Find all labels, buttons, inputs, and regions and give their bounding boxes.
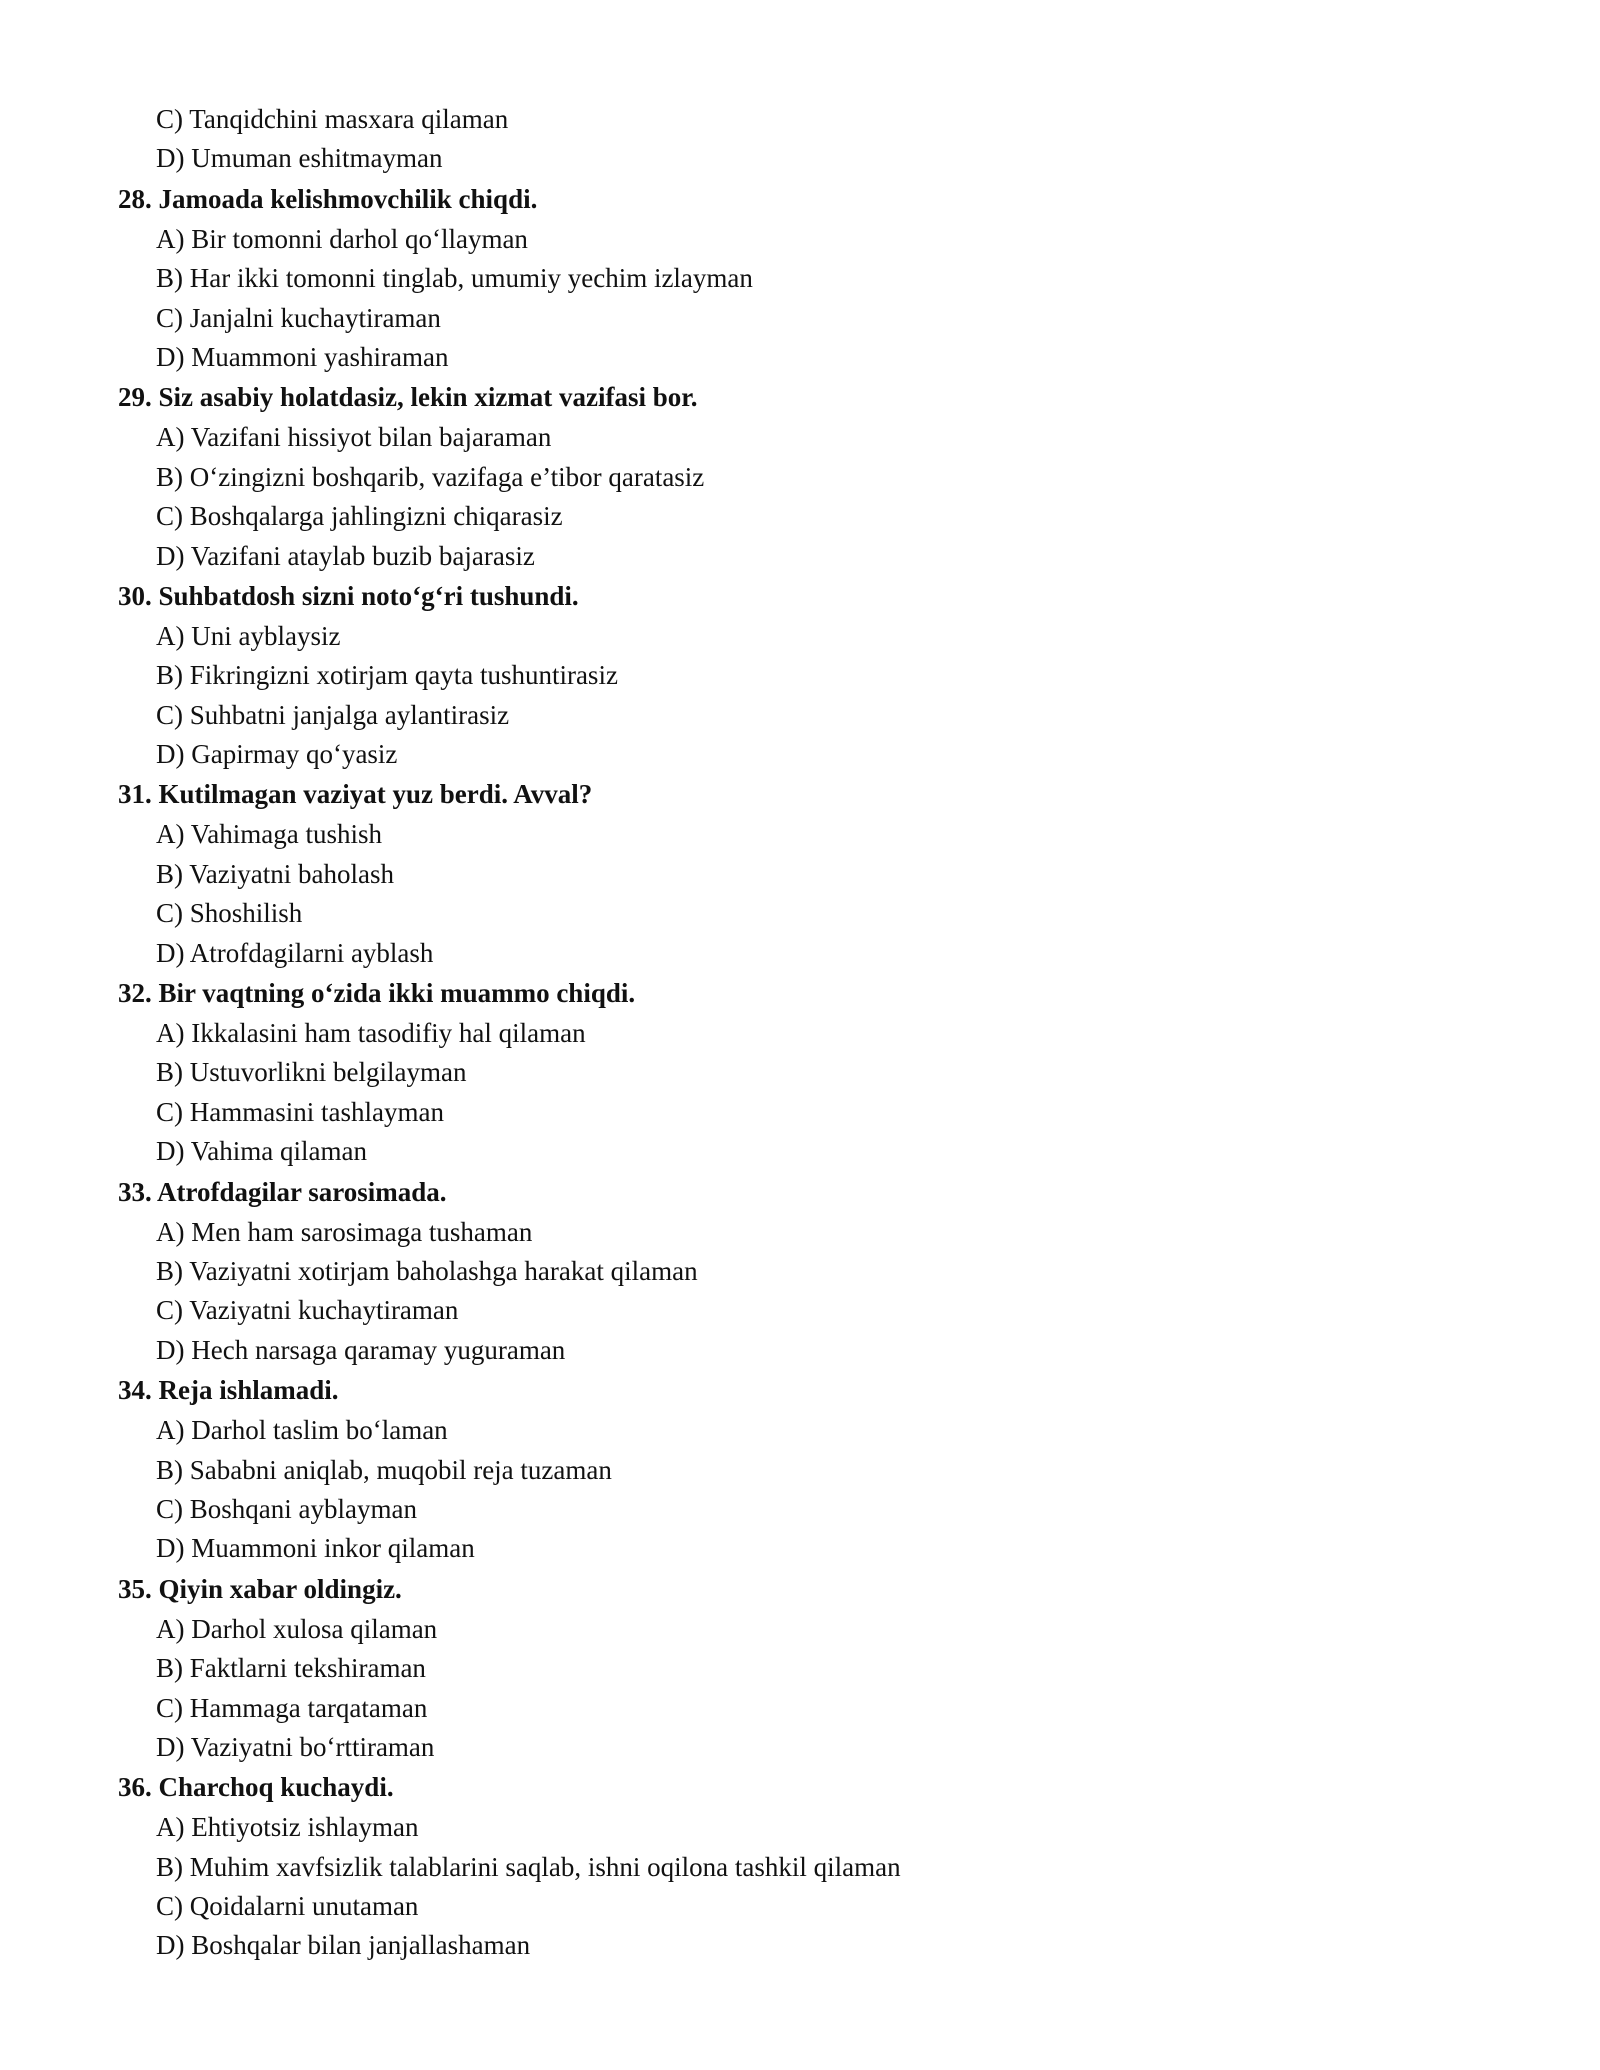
question-title: 33. Atrofdagilar sarosimada.: [118, 1176, 447, 1207]
option-item: C) Hammasini tashlayman: [156, 1096, 444, 1127]
question-block: [118, 179, 1518, 378]
question-title: 30. Suhbatdosh sizni noto‘g‘ri tushundi.: [118, 580, 579, 611]
option-item: A) Ikkalasini ham tasodifiy hal qilaman: [156, 1018, 586, 1049]
option-item: A) Darhol xulosa qilaman: [156, 1613, 438, 1644]
option-item: A) Vahimaga tushish: [156, 819, 382, 850]
question-title: 35. Qiyin xabar oldingiz.: [118, 1573, 402, 1604]
option-item: D) Vahima qilaman: [156, 1136, 367, 1167]
option-item: C) Vaziyatni kuchaytiraman: [156, 1295, 459, 1326]
question-title: 36. Charchoq kuchaydi.: [118, 1772, 394, 1803]
question-list: [118, 100, 1518, 1966]
option-item: D) Atrofdagilarni ayblash: [156, 937, 434, 968]
option-item: D) Muammoni inkor qilaman: [156, 1533, 475, 1564]
question-block: [118, 576, 1518, 775]
option-item: A) Men ham sarosimaga tushaman: [156, 1216, 533, 1247]
question-block: [118, 1767, 1518, 1966]
question-title: 32. Bir vaqtning o‘zida ikki muammo chiqdi.: [118, 978, 636, 1009]
option-item: A) Bir tomonni darhol qo‘llayman: [156, 223, 528, 254]
option-item: B) Ustuvorlikni belgilayman: [156, 1057, 467, 1088]
option-item: C) Boshqalarga jahlingizni chiqarasiz: [156, 501, 563, 532]
option-item: C) Hammaga tarqataman: [156, 1692, 428, 1723]
option-item: C) Boshqani ayblayman: [156, 1493, 417, 1524]
question-block: [118, 1569, 1518, 1768]
question-block: [118, 377, 1518, 576]
option-item: C) Janjalni kuchaytiraman: [156, 302, 441, 333]
option-item: B) Vaziyatni xotirjam baholashga harakat qilaman: [156, 1255, 698, 1286]
option-item: D) Vaziyatni bo‘rttiraman: [156, 1731, 435, 1762]
option-item: B) Har ikki tomonni tinglab, umumiy yechim izlayman: [156, 263, 753, 294]
option-item: B) Vaziyatni baholash: [156, 858, 394, 889]
question-block: [118, 1172, 1518, 1371]
option-item: B) Sababni aniqlab, muqobil reja tuzaman: [156, 1454, 612, 1485]
option-item: A) Ehtiyotsiz ishlayman: [156, 1812, 419, 1843]
option-item: B) Faktlarni tekshiraman: [156, 1653, 426, 1684]
option-item: D) Boshqalar bilan janjallashaman: [156, 1930, 531, 1961]
option-item: A) Vazifani hissiyot bilan bajaraman: [156, 422, 552, 453]
question-title: 31. Kutilmagan vaziyat yuz berdi. Avval?: [118, 779, 593, 810]
option-item: C) Tanqidchini masxara qilaman: [156, 104, 509, 134]
option-item: B) Fikringizni xotirjam qayta tushuntirasiz: [156, 660, 618, 691]
question-block: [118, 774, 1518, 973]
question-block: [118, 973, 1518, 1172]
option-item: D) Umuman eshitmayman: [156, 143, 443, 174]
option-item: C) Shoshilish: [156, 898, 303, 929]
option-item: B) Muhim xavfsizlik talablarini saqlab, ishni oqilona tashkil qilaman: [156, 1851, 901, 1882]
option-item: D) Muammoni yashiraman: [156, 341, 449, 372]
option-item: A) Darhol taslim bo‘laman: [156, 1415, 448, 1446]
option-item: A) Uni ayblaysiz: [156, 620, 341, 651]
question-block: [118, 1370, 1518, 1569]
option-item: B) O‘zingizni boshqarib, vazifaga e’tibor qaratasiz: [156, 461, 705, 492]
option-item: D) Gapirmay qo‘yasiz: [156, 739, 398, 770]
option-item: D) Hech narsaga qaramay yuguraman: [156, 1334, 566, 1365]
question-title: 29. Siz asabiy holatdasiz, lekin xizmat vazifasi bor.: [118, 382, 698, 413]
question-title: 28. Jamoada kelishmovchilik chiqdi.: [118, 183, 538, 214]
option-item: C) Qoidalarni unutaman: [156, 1891, 419, 1922]
option-item: C) Suhbatni janjalga aylantirasiz: [156, 699, 510, 730]
option-item: D) Vazifani ataylab buzib bajarasiz: [156, 540, 535, 571]
question-title: 34. Reja ishlamadi.: [118, 1375, 339, 1406]
